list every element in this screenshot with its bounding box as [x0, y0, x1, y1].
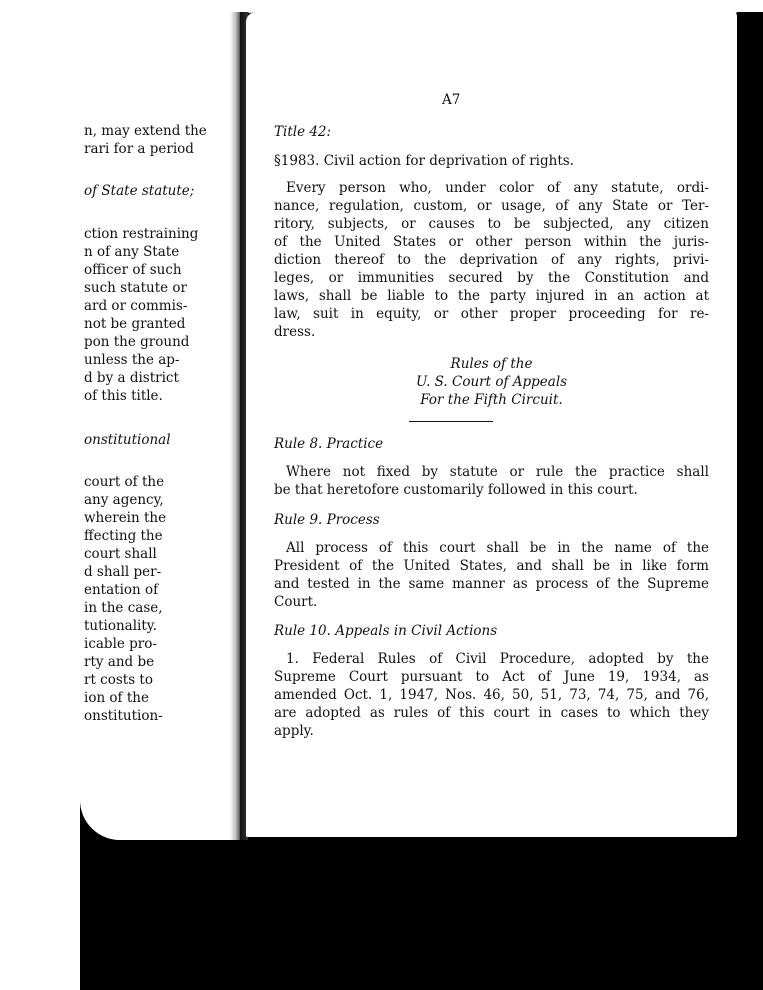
- left-page-line: court shall: [84, 546, 157, 562]
- title-heading: Title 42:: [274, 124, 332, 140]
- paragraph-line: of the United States or other person within the juris-: [274, 234, 709, 250]
- scan-left-margin: [0, 0, 80, 990]
- rules-heading-line: U. S. Court of Appeals: [415, 374, 568, 390]
- divider: [409, 421, 493, 422]
- paragraph-line: diction thereof to the deprivation of any rights, privi-: [274, 252, 709, 268]
- left-page-line: n of any State: [84, 244, 180, 260]
- left-page-line: not be granted: [84, 316, 186, 332]
- rule-heading: Rule 10. Appeals in Civil Actions: [274, 623, 498, 639]
- left-page-line: n, may extend the: [84, 123, 207, 139]
- left-page-line: unless the ap-: [84, 352, 180, 368]
- left-page-line: pon the ground: [84, 334, 190, 350]
- left-page-line: rari for a period: [84, 141, 194, 157]
- paragraph-line: Court.: [274, 594, 318, 610]
- left-page-line: onstitution-: [84, 708, 163, 724]
- paragraph-line: law, suit in equity, or other proper proceeding for re-: [274, 306, 709, 322]
- left-page-line: d by a district: [84, 370, 179, 386]
- left-page-line: wherein the: [84, 510, 167, 526]
- page-number: A7: [442, 92, 461, 108]
- left-page-line: entation of: [84, 582, 159, 598]
- rules-heading-line: For the Fifth Circuit.: [420, 392, 563, 408]
- left-page-line: ion of the: [84, 690, 149, 706]
- paragraph-line: Every person who, under color of any statute, ordi-: [286, 180, 709, 196]
- paragraph-line: amended Oct. 1, 1947, Nos. 46, 50, 51, 73, 74, 75, and 76,: [274, 687, 709, 703]
- rule-heading: Rule 8. Practice: [274, 436, 384, 452]
- right-page: [246, 12, 737, 837]
- paragraph-line: President of the United States, and shall be in like form: [274, 558, 709, 574]
- left-page-line: ard or commis-: [84, 298, 188, 314]
- left-page-line: any agency,: [84, 492, 164, 508]
- paragraph-line: All process of this court shall be in the name of the: [286, 540, 709, 556]
- paragraph-line: ritory, subjects, or causes to be subjected, any citizen: [274, 216, 709, 232]
- paragraph-line: 1. Federal Rules of Civil Procedure, adopted by the: [286, 651, 709, 667]
- paragraph-line: laws, shall be liable to the party injured in an action at: [274, 288, 709, 304]
- left-page-line: such statute or: [84, 280, 187, 296]
- paragraph-line: and tested in the same manner as process of the Supreme: [274, 576, 709, 592]
- left-page-line: rty and be: [84, 654, 155, 670]
- left-page-line: d shall per-: [84, 564, 162, 580]
- section-heading: §1983. Civil action for deprivation of rights.: [274, 153, 574, 169]
- left-page-line: officer of such: [84, 262, 182, 278]
- rules-heading-line: Rules of the: [450, 356, 533, 372]
- paragraph-line: dress.: [274, 324, 316, 340]
- paragraph-line: nance, regulation, custom, or usage, of any State or Ter-: [274, 198, 709, 214]
- paragraph-line: apply.: [274, 723, 314, 739]
- left-page-line: tutionality.: [84, 618, 157, 634]
- left-page-line: rt costs to: [84, 672, 153, 688]
- rule-heading: Rule 9. Process: [274, 512, 380, 528]
- left-page: [80, 12, 240, 840]
- left-page-line: ction restraining: [84, 226, 199, 242]
- paragraph-line: Where not fixed by statute or rule the practice shall: [286, 464, 709, 480]
- paragraph-line: are adopted as rules of this court in cases to which they: [274, 705, 709, 721]
- left-page-gutter-shadow: [230, 12, 240, 840]
- paragraph-line: Supreme Court pursuant to Act of June 19, 1934, as: [274, 669, 709, 685]
- left-page-line: in the case,: [84, 600, 163, 616]
- left-page-heading: of State statute;: [84, 183, 195, 199]
- scan-right-edge: [737, 12, 763, 840]
- left-page-line: court of the: [84, 474, 165, 490]
- scan-bottom-edge: [80, 840, 763, 990]
- left-page-heading: onstitutional: [84, 432, 171, 448]
- left-page-line: ffecting the: [84, 528, 163, 544]
- left-page-line: of this title.: [84, 388, 163, 404]
- paragraph-line: leges, or immunities secured by the Constitution and: [274, 270, 709, 286]
- left-page-line: icable pro-: [84, 636, 157, 652]
- paragraph-line: be that heretofore customarily followed in this court.: [274, 482, 638, 498]
